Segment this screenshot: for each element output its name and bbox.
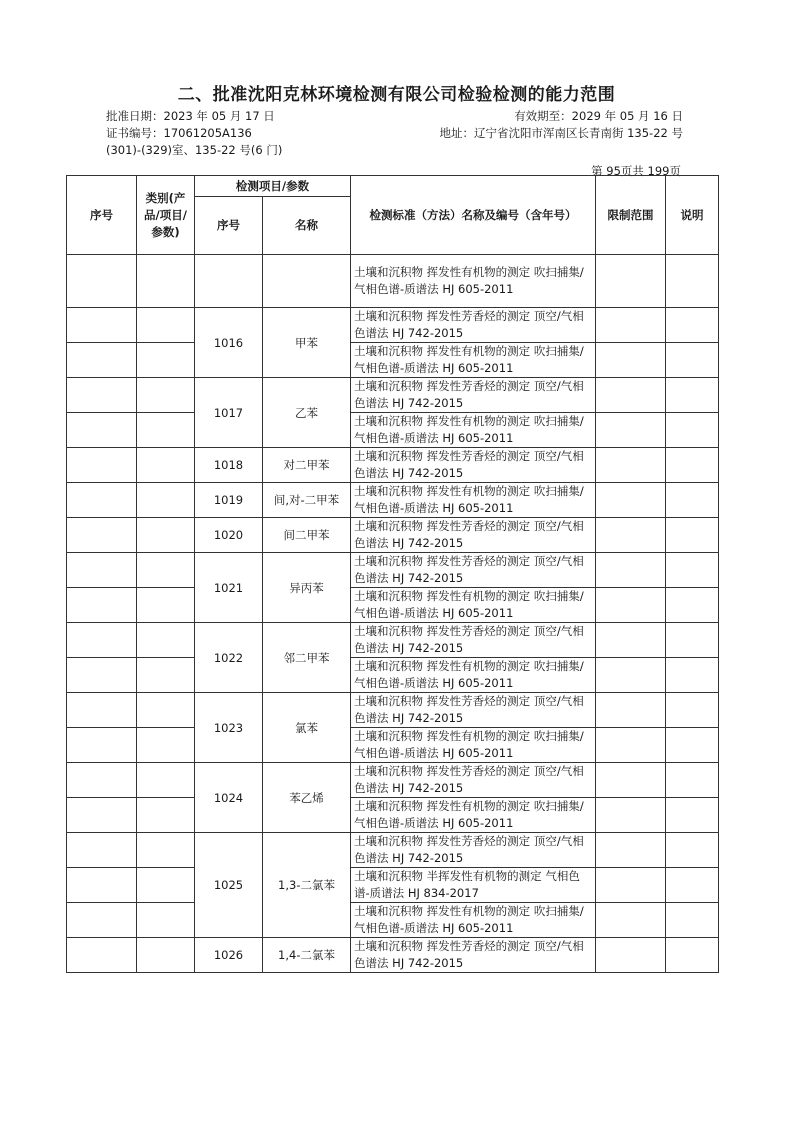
seq-cell <box>67 378 137 413</box>
limit-cell <box>596 308 666 343</box>
header-item-name: 名称 <box>263 197 351 255</box>
item-name-cell: 1,3-二氯苯 <box>263 833 351 938</box>
category-cell <box>137 308 195 343</box>
header-item-group: 检测项目/参数 <box>195 176 351 197</box>
note-cell <box>666 798 719 833</box>
limit-cell <box>596 518 666 553</box>
limit-cell <box>596 448 666 483</box>
note-cell <box>666 378 719 413</box>
category-cell <box>137 658 195 693</box>
note-cell <box>666 255 719 308</box>
standard-cell: 土壤和沉积物 挥发性芳香烃的测定 顶空/气相色谱法 HJ 742-2015 <box>351 938 596 973</box>
category-cell <box>137 413 195 448</box>
item-seq-cell: 1016 <box>195 308 263 378</box>
item-name-cell: 甲苯 <box>263 308 351 378</box>
item-name-cell <box>263 255 351 308</box>
table-row <box>67 833 719 868</box>
item-name-cell: 间,对-二甲苯 <box>263 483 351 518</box>
limit-cell <box>596 343 666 378</box>
limit-cell <box>596 483 666 518</box>
standard-cell: 土壤和沉积物 挥发性有机物的测定 吹扫捕集/气相色谱-质谱法 HJ 605-2011 <box>351 343 596 378</box>
category-cell <box>137 903 195 938</box>
standard-cell: 土壤和沉积物 挥发性芳香烃的测定 顶空/气相色谱法 HJ 742-2015 <box>351 448 596 483</box>
table-row <box>67 378 719 413</box>
header-note: 说明 <box>666 176 719 255</box>
capability-scope-table <box>66 175 719 973</box>
note-cell <box>666 553 719 588</box>
approval-date: 批准日期：2023 年 05 月 17 日 <box>106 109 275 123</box>
note-cell <box>666 728 719 763</box>
category-cell <box>137 693 195 728</box>
table-row <box>67 798 719 833</box>
table-row <box>67 553 719 588</box>
page-info: 第 95页共 199页 <box>591 164 681 178</box>
note-cell <box>666 588 719 623</box>
standard-cell: 土壤和沉积物 挥发性芳香烃的测定 顶空/气相色谱法 HJ 742-2015 <box>351 623 596 658</box>
item-name-cell: 对二甲苯 <box>263 448 351 483</box>
header-limit: 限制范围 <box>596 176 666 255</box>
item-seq-cell: 1023 <box>195 693 263 763</box>
table-row <box>67 413 719 448</box>
seq-cell <box>67 413 137 448</box>
table-row <box>67 868 719 903</box>
standard-cell: 土壤和沉积物 挥发性有机物的测定 吹扫捕集/气相色谱-质谱法 HJ 605-2011 <box>351 658 596 693</box>
limit-cell <box>596 763 666 798</box>
note-cell <box>666 658 719 693</box>
seq-cell <box>67 448 137 483</box>
note-cell <box>666 413 719 448</box>
table-row <box>67 728 719 763</box>
table-row <box>67 623 719 658</box>
limit-cell <box>596 938 666 973</box>
seq-cell <box>67 623 137 658</box>
header-seq: 序号 <box>67 176 137 255</box>
table-row <box>67 588 719 623</box>
address: 地址：辽宁省沈阳市浑南区长青南街 135-22 号 <box>439 126 683 140</box>
table-row <box>67 763 719 798</box>
item-name-cell: 乙苯 <box>263 378 351 448</box>
valid-until: 有效期至：2029 年 05 月 16 日 <box>514 109 683 123</box>
item-name-cell: 1,4-二氯苯 <box>263 938 351 973</box>
limit-cell <box>596 378 666 413</box>
category-cell <box>137 343 195 378</box>
limit-cell <box>596 798 666 833</box>
limit-cell <box>596 623 666 658</box>
limit-cell <box>596 868 666 903</box>
category-cell <box>137 728 195 763</box>
note-cell <box>666 623 719 658</box>
note-cell <box>666 518 719 553</box>
item-seq-cell: 1026 <box>195 938 263 973</box>
category-cell <box>137 798 195 833</box>
item-name-cell: 邻二甲苯 <box>263 623 351 693</box>
category-cell <box>137 833 195 868</box>
note-cell <box>666 938 719 973</box>
standard-cell: 土壤和沉积物 挥发性芳香烃的测定 顶空/气相色谱法 HJ 742-2015 <box>351 763 596 798</box>
category-cell <box>137 938 195 973</box>
standard-cell: 土壤和沉积物 挥发性芳香烃的测定 顶空/气相色谱法 HJ 742-2015 <box>351 378 596 413</box>
note-cell <box>666 693 719 728</box>
certificate-number: 证书编号：17061205A136 <box>106 126 252 140</box>
item-name-cell: 间二甲苯 <box>263 518 351 553</box>
item-name-cell: 氯苯 <box>263 693 351 763</box>
category-cell <box>137 763 195 798</box>
seq-cell <box>67 868 137 903</box>
seq-cell <box>67 255 137 308</box>
category-cell <box>137 553 195 588</box>
category-cell <box>137 448 195 483</box>
table-row <box>67 938 719 973</box>
table-row <box>67 255 719 308</box>
standard-cell: 土壤和沉积物 挥发性芳香烃的测定 顶空/气相色谱法 HJ 742-2015 <box>351 553 596 588</box>
seq-cell <box>67 728 137 763</box>
item-name-cell: 苯乙烯 <box>263 763 351 833</box>
table-row <box>67 518 719 553</box>
note-cell <box>666 868 719 903</box>
item-seq-cell: 1024 <box>195 763 263 833</box>
address-continued: (301)-(329)室、135-22 号(6 门) <box>106 143 283 157</box>
limit-cell <box>596 903 666 938</box>
seq-cell <box>67 518 137 553</box>
standard-cell: 土壤和沉积物 挥发性有机物的测定 吹扫捕集/气相色谱-质谱法 HJ 605-2011 <box>351 798 596 833</box>
category-cell <box>137 588 195 623</box>
note-cell <box>666 833 719 868</box>
standard-cell: 土壤和沉积物 挥发性芳香烃的测定 顶空/气相色谱法 HJ 742-2015 <box>351 693 596 728</box>
standard-cell: 土壤和沉积物 挥发性有机物的测定 吹扫捕集/气相色谱-质谱法 HJ 605-2011 <box>351 728 596 763</box>
category-cell <box>137 868 195 903</box>
seq-cell <box>67 693 137 728</box>
table-row <box>67 343 719 378</box>
header-item-seq: 序号 <box>195 197 263 255</box>
item-seq-cell: 1017 <box>195 378 263 448</box>
standard-cell: 土壤和沉积物 挥发性芳香烃的测定 顶空/气相色谱法 HJ 742-2015 <box>351 833 596 868</box>
seq-cell <box>67 798 137 833</box>
limit-cell <box>596 255 666 308</box>
limit-cell <box>596 658 666 693</box>
category-cell <box>137 378 195 413</box>
note-cell <box>666 483 719 518</box>
seq-cell <box>67 833 137 868</box>
standard-cell: 土壤和沉积物 挥发性芳香烃的测定 顶空/气相色谱法 HJ 742-2015 <box>351 518 596 553</box>
item-seq-cell: 1025 <box>195 833 263 938</box>
limit-cell <box>596 588 666 623</box>
header-category: 类别(产品/项目/参数) <box>137 176 195 255</box>
seq-cell <box>67 903 137 938</box>
header-standard: 检测标准（方法）名称及编号（含年号） <box>351 176 596 255</box>
item-seq-cell: 1020 <box>195 518 263 553</box>
category-cell <box>137 518 195 553</box>
standard-cell: 土壤和沉积物 挥发性有机物的测定 吹扫捕集/气相色谱-质谱法 HJ 605-2011 <box>351 483 596 518</box>
note-cell <box>666 448 719 483</box>
item-seq-cell: 1019 <box>195 483 263 518</box>
standard-cell: 土壤和沉积物 挥发性芳香烃的测定 顶空/气相色谱法 HJ 742-2015 <box>351 308 596 343</box>
seq-cell <box>67 343 137 378</box>
standard-cell: 土壤和沉积物 挥发性有机物的测定 吹扫捕集/气相色谱-质谱法 HJ 605-2011 <box>351 255 596 308</box>
item-name-cell: 异丙苯 <box>263 553 351 623</box>
item-seq-cell: 1022 <box>195 623 263 693</box>
standard-cell: 土壤和沉积物 挥发性有机物的测定 吹扫捕集/气相色谱-质谱法 HJ 605-2011 <box>351 588 596 623</box>
seq-cell <box>67 308 137 343</box>
table-row <box>67 448 719 483</box>
seq-cell <box>67 938 137 973</box>
item-seq-cell <box>195 255 263 308</box>
standard-cell: 土壤和沉积物 半挥发性有机物的测定 气相色谱-质谱法 HJ 834-2017 <box>351 868 596 903</box>
standard-cell: 土壤和沉积物 挥发性有机物的测定 吹扫捕集/气相色谱-质谱法 HJ 605-2011 <box>351 413 596 448</box>
item-seq-cell: 1018 <box>195 448 263 483</box>
table-row <box>67 658 719 693</box>
document-title: 二、批准沈阳克林环境检测有限公司检验检测的能力范围 <box>177 85 616 105</box>
note-cell <box>666 308 719 343</box>
table-row <box>67 693 719 728</box>
table-row <box>67 483 719 518</box>
seq-cell <box>67 763 137 798</box>
table-row <box>67 903 719 938</box>
table-row <box>67 308 719 343</box>
note-cell <box>666 903 719 938</box>
limit-cell <box>596 728 666 763</box>
standard-cell: 土壤和沉积物 挥发性有机物的测定 吹扫捕集/气相色谱-质谱法 HJ 605-2011 <box>351 903 596 938</box>
table-body <box>67 255 719 973</box>
limit-cell <box>596 833 666 868</box>
note-cell <box>666 343 719 378</box>
category-cell <box>137 255 195 308</box>
limit-cell <box>596 413 666 448</box>
limit-cell <box>596 553 666 588</box>
seq-cell <box>67 553 137 588</box>
seq-cell <box>67 588 137 623</box>
seq-cell <box>67 483 137 518</box>
category-cell <box>137 483 195 518</box>
note-cell <box>666 763 719 798</box>
limit-cell <box>596 693 666 728</box>
seq-cell <box>67 658 137 693</box>
category-cell <box>137 623 195 658</box>
item-seq-cell: 1021 <box>195 553 263 623</box>
